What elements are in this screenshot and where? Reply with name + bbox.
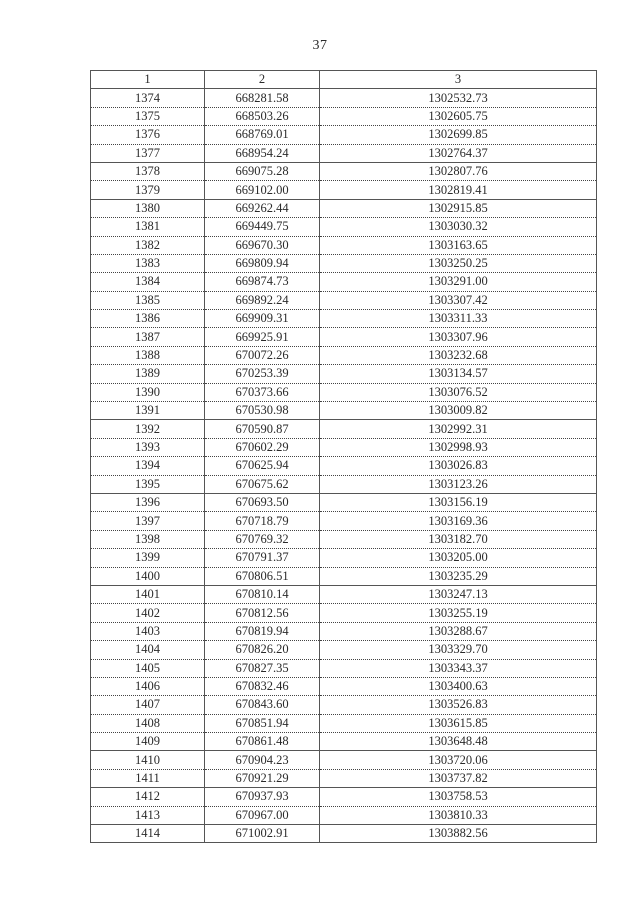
point-number-cell: 1404 [91,641,205,659]
y-coordinate-cell: 1303076.52 [320,383,597,401]
x-coordinate-cell: 669102.00 [205,181,320,199]
x-coordinate-cell: 670791.37 [205,549,320,567]
y-coordinate-cell: 1303026.83 [320,457,597,475]
point-number-cell: 1393 [91,438,205,456]
table-row [91,438,597,456]
table-row [91,402,597,420]
point-number-cell: 1398 [91,530,205,548]
table-row [91,365,597,383]
y-coordinate-cell: 1303030.32 [320,218,597,236]
y-coordinate-cell: 1303156.19 [320,493,597,511]
point-number-cell: 1408 [91,714,205,732]
x-coordinate-cell: 670832.46 [205,677,320,695]
point-number-cell: 1379 [91,181,205,199]
point-number-cell: 1410 [91,751,205,769]
point-number-cell: 1402 [91,604,205,622]
x-coordinate-cell: 670602.29 [205,438,320,456]
x-coordinate-cell: 670769.32 [205,530,320,548]
point-number-cell: 1377 [91,144,205,162]
y-coordinate-cell: 1303250.25 [320,254,597,272]
y-coordinate-cell: 1303526.83 [320,696,597,714]
point-number-cell: 1407 [91,696,205,714]
point-number-cell: 1387 [91,328,205,346]
table-row [91,567,597,585]
y-coordinate-cell: 1303255.19 [320,604,597,622]
column-header-3: 3 [320,71,597,89]
point-number-cell: 1382 [91,236,205,254]
table-body [91,89,597,843]
y-coordinate-cell: 1303235.29 [320,567,597,585]
y-coordinate-cell: 1303648.48 [320,733,597,751]
y-coordinate-cell: 1303134.57 [320,365,597,383]
table-row [91,218,597,236]
y-coordinate-cell: 1303182.70 [320,530,597,548]
x-coordinate-cell: 671002.91 [205,825,320,843]
point-number-cell: 1376 [91,126,205,144]
x-coordinate-cell: 670843.60 [205,696,320,714]
page-number: 37 [312,38,328,53]
y-coordinate-cell: 1303615.85 [320,714,597,732]
point-number-cell: 1413 [91,806,205,824]
table-row [91,493,597,511]
y-coordinate-cell: 1302819.41 [320,181,597,199]
y-coordinate-cell: 1303169.36 [320,512,597,530]
x-coordinate-cell: 670810.14 [205,585,320,603]
x-coordinate-cell: 668281.58 [205,89,320,107]
x-coordinate-cell: 669925.91 [205,328,320,346]
x-coordinate-cell: 670718.79 [205,512,320,530]
table-row [91,89,597,107]
y-coordinate-cell: 1303810.33 [320,806,597,824]
x-coordinate-cell: 670530.98 [205,402,320,420]
x-coordinate-cell: 669874.73 [205,273,320,291]
table-row [91,144,597,162]
y-coordinate-cell: 1302605.75 [320,107,597,125]
y-coordinate-cell: 1303163.65 [320,236,597,254]
x-coordinate-cell: 669809.94 [205,254,320,272]
table-row [91,254,597,272]
x-coordinate-cell: 670921.29 [205,769,320,787]
x-coordinate-cell: 670812.56 [205,604,320,622]
point-number-cell: 1375 [91,107,205,125]
y-coordinate-cell: 1303758.53 [320,788,597,806]
table-row [91,126,597,144]
table-row [91,291,597,309]
y-coordinate-cell: 1302764.37 [320,144,597,162]
x-coordinate-cell: 670253.39 [205,365,320,383]
x-coordinate-cell: 670819.94 [205,622,320,640]
y-coordinate-cell: 1303737.82 [320,769,597,787]
x-coordinate-cell: 670937.93 [205,788,320,806]
y-coordinate-cell: 1303247.13 [320,585,597,603]
point-number-cell: 1400 [91,567,205,585]
point-number-cell: 1414 [91,825,205,843]
table-row [91,199,597,217]
point-number-cell: 1397 [91,512,205,530]
table-header-row [91,71,597,89]
table-row [91,457,597,475]
point-number-cell: 1386 [91,310,205,328]
point-number-cell: 1405 [91,659,205,677]
point-number-cell: 1374 [91,89,205,107]
y-coordinate-cell: 1303232.68 [320,346,597,364]
point-number-cell: 1390 [91,383,205,401]
y-coordinate-cell: 1303123.26 [320,475,597,493]
point-number-cell: 1412 [91,788,205,806]
x-coordinate-cell: 670373.66 [205,383,320,401]
table-row [91,733,597,751]
y-coordinate-cell: 1302807.76 [320,162,597,180]
y-coordinate-cell: 1303882.56 [320,825,597,843]
x-coordinate-cell: 669670.30 [205,236,320,254]
y-coordinate-cell: 1303291.00 [320,273,597,291]
table-row [91,788,597,806]
table-row [91,475,597,493]
table-row [91,512,597,530]
x-coordinate-cell: 670861.48 [205,733,320,751]
x-coordinate-cell: 670904.23 [205,751,320,769]
point-number-cell: 1395 [91,475,205,493]
point-number-cell: 1391 [91,402,205,420]
y-coordinate-cell: 1303288.67 [320,622,597,640]
point-number-cell: 1411 [91,769,205,787]
table-row [91,273,597,291]
table-row [91,585,597,603]
y-coordinate-cell: 1302915.85 [320,199,597,217]
column-header-1: 1 [91,71,205,89]
point-number-cell: 1383 [91,254,205,272]
table-row [91,622,597,640]
table-row [91,751,597,769]
point-number-cell: 1378 [91,162,205,180]
table-row [91,677,597,695]
x-coordinate-cell: 670590.87 [205,420,320,438]
table-row [91,825,597,843]
x-coordinate-cell: 670072.26 [205,346,320,364]
x-coordinate-cell: 669909.31 [205,310,320,328]
point-number-cell: 1392 [91,420,205,438]
y-coordinate-cell: 1303009.82 [320,402,597,420]
y-coordinate-cell: 1303307.42 [320,291,597,309]
y-coordinate-cell: 1303343.37 [320,659,597,677]
point-number-cell: 1401 [91,585,205,603]
point-number-cell: 1389 [91,365,205,383]
column-header-2: 2 [205,71,320,89]
table-row [91,530,597,548]
y-coordinate-cell: 1303720.06 [320,751,597,769]
x-coordinate-cell: 670693.50 [205,493,320,511]
y-coordinate-cell: 1303329.70 [320,641,597,659]
x-coordinate-cell: 669892.24 [205,291,320,309]
table-row [91,604,597,622]
table-row [91,346,597,364]
x-coordinate-cell: 670851.94 [205,714,320,732]
point-number-cell: 1403 [91,622,205,640]
table-row [91,383,597,401]
table-row [91,181,597,199]
y-coordinate-cell: 1302532.73 [320,89,597,107]
table-row [91,769,597,787]
x-coordinate-cell: 670827.35 [205,659,320,677]
y-coordinate-cell: 1302699.85 [320,126,597,144]
x-coordinate-cell: 670675.62 [205,475,320,493]
table-row [91,162,597,180]
table-row [91,107,597,125]
table-row [91,806,597,824]
point-number-cell: 1380 [91,199,205,217]
point-number-cell: 1394 [91,457,205,475]
x-coordinate-cell: 670806.51 [205,567,320,585]
point-number-cell: 1406 [91,677,205,695]
y-coordinate-cell: 1303205.00 [320,549,597,567]
table-row [91,714,597,732]
x-coordinate-cell: 668769.01 [205,126,320,144]
x-coordinate-cell: 669449.75 [205,218,320,236]
x-coordinate-cell: 670625.94 [205,457,320,475]
table-row [91,549,597,567]
point-number-cell: 1384 [91,273,205,291]
y-coordinate-cell: 1302998.93 [320,438,597,456]
x-coordinate-cell: 668954.24 [205,144,320,162]
x-coordinate-cell: 668503.26 [205,107,320,125]
y-coordinate-cell: 1303311.33 [320,310,597,328]
y-coordinate-cell: 1302992.31 [320,420,597,438]
point-number-cell: 1385 [91,291,205,309]
table-row [91,696,597,714]
table-row [91,236,597,254]
table-row [91,659,597,677]
table-row [91,328,597,346]
point-number-cell: 1381 [91,218,205,236]
x-coordinate-cell: 669262.44 [205,199,320,217]
table-row [91,420,597,438]
x-coordinate-cell: 670826.20 [205,641,320,659]
table-row [91,641,597,659]
point-number-cell: 1388 [91,346,205,364]
y-coordinate-cell: 1303307.96 [320,328,597,346]
point-number-cell: 1396 [91,493,205,511]
table-row [91,310,597,328]
x-coordinate-cell: 670967.00 [205,806,320,824]
y-coordinate-cell: 1303400.63 [320,677,597,695]
point-number-cell: 1409 [91,733,205,751]
x-coordinate-cell: 669075.28 [205,162,320,180]
coordinates-table [90,70,597,843]
point-number-cell: 1399 [91,549,205,567]
